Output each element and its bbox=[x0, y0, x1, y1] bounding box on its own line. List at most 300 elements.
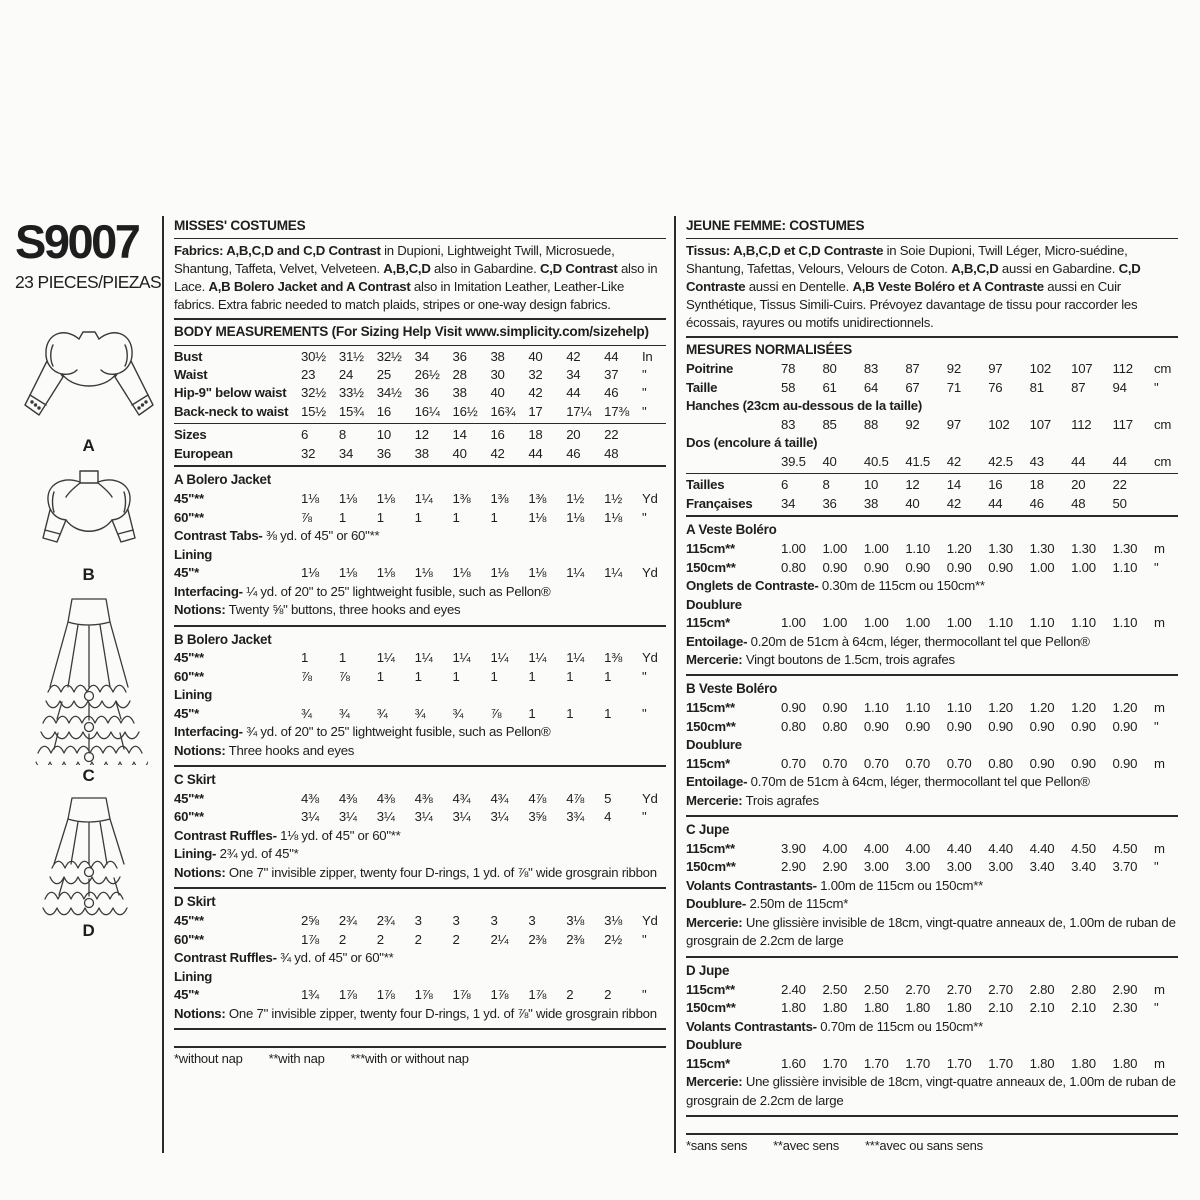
value-cell: 80 bbox=[822, 361, 837, 377]
section-d-skirt bbox=[174, 891, 666, 1026]
value-cell: 3.00 bbox=[988, 859, 1013, 875]
value-cell: 1.30 bbox=[1071, 541, 1096, 557]
value-cell: 1⅛ bbox=[414, 565, 433, 581]
value-cell: 1 bbox=[604, 668, 612, 684]
value-cell: 102 bbox=[1029, 361, 1051, 377]
value-cell: 44 bbox=[566, 385, 581, 401]
measure-row bbox=[686, 476, 1178, 494]
value-cell: 0.90 bbox=[946, 718, 972, 734]
text-run: 0.30m de 115cm ou 150cm** bbox=[818, 578, 985, 594]
value-cell: 1¼ bbox=[376, 650, 395, 666]
value-cell: 40 bbox=[452, 445, 467, 461]
value-cell: 0.80 bbox=[781, 559, 806, 575]
divider bbox=[686, 815, 1178, 817]
sub-label: Lining bbox=[174, 968, 213, 984]
bold-run: Contrast Tabs- bbox=[174, 528, 263, 544]
value-cell: 1½ bbox=[566, 491, 585, 507]
value-cell: 1⅛ bbox=[566, 509, 585, 525]
value-cell: 3¼ bbox=[338, 809, 357, 825]
value-cell: 16 bbox=[988, 477, 1003, 493]
value-cell: ¾ bbox=[338, 705, 350, 721]
value-cell: 1⅜ bbox=[604, 650, 622, 666]
note-line bbox=[174, 845, 666, 863]
value-cell: 2.30 bbox=[1112, 1000, 1138, 1016]
bold-run: C,D Contraste bbox=[686, 261, 1141, 295]
divider bbox=[174, 887, 666, 889]
divider bbox=[686, 473, 1178, 474]
value-cell: 117 bbox=[1112, 416, 1133, 432]
value-cell: ⅞ bbox=[490, 705, 502, 721]
text-run: 0.70m de 51cm à 64cm, léger, thermocollant tel que Pellon® bbox=[747, 774, 1090, 790]
value-cell: 3⅛ bbox=[566, 913, 585, 929]
value-cell: 3¼ bbox=[376, 809, 395, 825]
value-cell: 1 bbox=[452, 509, 460, 525]
french-footnotes bbox=[686, 1133, 1178, 1153]
measure-row bbox=[174, 348, 666, 366]
sketch-label-b: B bbox=[82, 565, 95, 584]
value-cell: 36 bbox=[452, 348, 467, 364]
value-cell: 37 bbox=[604, 366, 619, 382]
unit-cell: m bbox=[1153, 981, 1165, 997]
value-cell: 1⅞ bbox=[490, 987, 509, 1003]
row-label: 115cm** bbox=[686, 840, 735, 856]
value-cell: 2.90 bbox=[822, 859, 848, 875]
row-label: Poitrine bbox=[686, 361, 734, 377]
value-cell: 16¼ bbox=[414, 403, 440, 419]
measure-row bbox=[174, 490, 666, 508]
text-run: 0.70m de 115cm ou 150cm** bbox=[816, 1018, 984, 1034]
value-cell: 0.90 bbox=[1112, 755, 1138, 771]
value-cell: 1.10 bbox=[988, 615, 1013, 631]
text-run: aussi en Gabardine. bbox=[998, 261, 1119, 277]
value-cell: 3.00 bbox=[863, 859, 889, 875]
bold-run: Mercerie: bbox=[686, 792, 743, 808]
note-line bbox=[686, 877, 1178, 895]
section-b-bolero-jacket bbox=[174, 629, 666, 764]
value-cell: 1 bbox=[528, 668, 536, 684]
value-cell: 2.50 bbox=[863, 981, 889, 997]
row-label: 60"** bbox=[174, 668, 204, 684]
text-run: 1.00m de 115cm ou 150cm** bbox=[816, 877, 984, 893]
value-cell: 17¼ bbox=[566, 403, 592, 419]
value-cell: 1.10 bbox=[905, 700, 930, 716]
value-cell: 0.90 bbox=[1071, 755, 1096, 771]
value-cell: 32½ bbox=[301, 385, 326, 401]
section-title: B Bolero Jacket bbox=[174, 631, 272, 647]
row-label: 45"** bbox=[174, 650, 204, 666]
section-c-jupe bbox=[686, 819, 1178, 954]
value-cell: 1.20 bbox=[1071, 700, 1096, 716]
value-cell: 1.00 bbox=[946, 615, 972, 631]
value-cell: 12 bbox=[414, 427, 429, 443]
measure-row bbox=[174, 564, 666, 582]
value-cell: 78 bbox=[781, 361, 796, 377]
measure-row bbox=[174, 790, 666, 808]
value-cell: 30½ bbox=[301, 348, 326, 364]
text-run: aussi en Cuir Synthétique, Tissus Simili-Cuirs. Prévoyez davantage de tissu pour raccorder les écossais, rayures ou motifs unidirectionnels. bbox=[686, 279, 1138, 331]
value-cell: 44 bbox=[528, 445, 543, 461]
sketch-label-a: A bbox=[82, 436, 95, 455]
bold-run: Onglets de Contraste- bbox=[686, 578, 819, 594]
bold-run: Mercerie: bbox=[686, 652, 743, 667]
row-label: Back-neck to waist bbox=[174, 403, 289, 419]
value-cell: 42 bbox=[490, 445, 505, 461]
text-run: Three hooks and eyes bbox=[225, 742, 355, 758]
value-cell: 38 bbox=[452, 385, 467, 401]
garment-sketch-a bbox=[15, 323, 162, 454]
value-cell: 3¾ bbox=[566, 809, 585, 825]
unit-cell: " bbox=[1153, 1000, 1159, 1016]
value-cell: ¾ bbox=[301, 705, 312, 721]
value-cell: 112 bbox=[1071, 416, 1092, 432]
value-cell: 4.00 bbox=[822, 840, 848, 856]
value-cell: 1.20 bbox=[988, 700, 1013, 716]
value-cell: 2⅝ bbox=[301, 913, 319, 929]
row-label: 150cm** bbox=[686, 1000, 736, 1016]
divider bbox=[174, 465, 666, 467]
row-label: 60"** bbox=[174, 509, 204, 525]
divider bbox=[686, 515, 1178, 517]
bold-run: A,B,C,D bbox=[383, 261, 431, 277]
row-label: 45"** bbox=[174, 491, 204, 507]
value-cell: 0.70 bbox=[946, 755, 972, 771]
value-cell: 8 bbox=[338, 427, 346, 443]
value-cell: 36 bbox=[822, 495, 837, 511]
value-cell: 0.90 bbox=[822, 559, 848, 575]
value-cell: 1 bbox=[414, 668, 422, 684]
section-body bbox=[686, 840, 1178, 951]
unit-cell: m bbox=[1153, 615, 1165, 631]
measure-row bbox=[686, 614, 1178, 632]
unit-cell: " bbox=[642, 987, 647, 1003]
value-cell: 3.90 bbox=[781, 840, 806, 856]
value-cell: 1¼ bbox=[528, 650, 547, 666]
measure-row bbox=[174, 366, 666, 384]
value-cell: 4⅞ bbox=[566, 791, 585, 806]
value-cell: 0.90 bbox=[905, 559, 930, 575]
value-cell: 76 bbox=[988, 379, 1003, 395]
note-line bbox=[686, 633, 1178, 651]
value-cell: 1½ bbox=[604, 491, 622, 507]
text-run: 1⅛ yd. of 45" or 60"** bbox=[276, 827, 401, 843]
value-cell: 0.90 bbox=[988, 718, 1013, 734]
text-run: ¾ yd. of 20" to 25" lightweight fusible, such as Pellon® bbox=[242, 724, 551, 740]
note-line bbox=[686, 577, 1178, 595]
value-cell: 40 bbox=[490, 385, 505, 401]
measure-row bbox=[174, 426, 666, 444]
measure-row bbox=[174, 403, 666, 421]
section-c-skirt bbox=[174, 769, 666, 885]
value-cell: 2 bbox=[604, 987, 612, 1003]
value-cell: 16 bbox=[376, 403, 391, 419]
row-label: Tailles bbox=[686, 477, 725, 493]
value-cell: 1.80 bbox=[1071, 1055, 1096, 1071]
value-cell: 36 bbox=[414, 385, 429, 401]
sub-label: Doublure bbox=[686, 596, 742, 612]
row-label: 115cm* bbox=[686, 755, 730, 771]
value-cell: 1⅛ bbox=[528, 509, 547, 525]
value-cell: 2.80 bbox=[1029, 981, 1055, 997]
value-cell: 2¾ bbox=[376, 913, 395, 929]
unit-cell: " bbox=[1153, 379, 1159, 395]
value-cell: 0.90 bbox=[863, 559, 889, 575]
value-cell: 3 bbox=[528, 913, 536, 929]
value-cell: 34 bbox=[338, 445, 354, 461]
bold-run: Interfacing- bbox=[174, 724, 243, 740]
value-cell: 1.30 bbox=[988, 541, 1013, 557]
section-title: B Veste Boléro bbox=[686, 681, 778, 697]
value-cell: 1⅛ bbox=[376, 565, 395, 581]
value-cell: 6 bbox=[301, 427, 309, 443]
text-run: in Dupioni, Lightweight Twill, Microsuede, Shantung, Taffeta, Velvet, Velveteen. bbox=[174, 243, 615, 277]
section-a-bolero-jacket bbox=[174, 469, 666, 622]
sub-label: Doublure bbox=[686, 737, 742, 753]
unit-cell: Yd bbox=[642, 650, 658, 666]
bolero-a-drawing bbox=[19, 323, 159, 435]
value-cell: 20 bbox=[566, 427, 581, 443]
bold-run: Notions: bbox=[174, 864, 226, 880]
sub-label: Hanches (23cm au-dessous de la taille) bbox=[686, 398, 923, 414]
value-cell: 4⅜ bbox=[376, 791, 395, 806]
value-cell: 1⅞ bbox=[414, 987, 433, 1003]
value-cell: 67 bbox=[905, 379, 920, 395]
measure-row bbox=[174, 668, 666, 686]
section-body bbox=[686, 981, 1178, 1110]
value-cell: 0.90 bbox=[1029, 755, 1055, 771]
row-label: Hip-9" below waist bbox=[174, 385, 287, 401]
divider bbox=[174, 1028, 666, 1030]
note-line bbox=[174, 601, 666, 619]
value-cell: 92 bbox=[946, 361, 961, 377]
tailles-table bbox=[686, 476, 1178, 513]
value-cell: 81 bbox=[1029, 379, 1044, 395]
value-cell: 1¼ bbox=[414, 650, 433, 666]
value-cell: 3 bbox=[414, 913, 422, 929]
value-cell: 2 bbox=[414, 931, 422, 947]
pieces-count: 23 PIECES/PIEZAS bbox=[15, 272, 162, 292]
section-d-jupe bbox=[686, 960, 1178, 1113]
unit-cell: " bbox=[642, 366, 647, 382]
value-cell: 2 bbox=[566, 987, 574, 1003]
value-cell: 26½ bbox=[414, 366, 440, 382]
text-run: Une glissière invisible de 18cm, vingt-quatre anneaux de, 1.00m de ruban de grosgrain de 2.2cm de large bbox=[686, 914, 1176, 949]
note-line bbox=[686, 792, 1178, 810]
row-label: 45"* bbox=[174, 565, 200, 581]
value-cell: ¾ bbox=[414, 705, 426, 721]
divider bbox=[174, 345, 666, 346]
text-run: also in Lace. bbox=[174, 261, 658, 295]
value-cell: 87 bbox=[905, 361, 920, 377]
value-cell: 0.80 bbox=[781, 718, 806, 734]
value-cell: 3¼ bbox=[301, 809, 319, 825]
english-title: MISSES' COSTUMES bbox=[174, 218, 306, 233]
divider bbox=[686, 674, 1178, 676]
value-cell: 2.70 bbox=[988, 981, 1013, 997]
row-label: 45"** bbox=[174, 791, 204, 806]
value-cell: 32 bbox=[528, 366, 543, 382]
value-cell: 2.70 bbox=[946, 981, 972, 997]
note-line bbox=[174, 827, 666, 845]
value-cell: 2½ bbox=[604, 931, 622, 947]
bold-run: Entoilage- bbox=[686, 633, 748, 649]
value-cell: ⅞ bbox=[301, 668, 312, 684]
value-cell: 1.00 bbox=[822, 615, 848, 631]
value-cell: 2.80 bbox=[1071, 981, 1096, 997]
text-run: Trois agrafes bbox=[742, 792, 819, 808]
row-label: Sizes bbox=[174, 427, 207, 443]
bold-run: Notions: bbox=[174, 1005, 226, 1021]
value-cell: ¾ bbox=[376, 705, 388, 721]
value-cell: 32½ bbox=[376, 348, 402, 364]
value-cell: 83 bbox=[863, 361, 879, 377]
value-cell: 1.80 bbox=[781, 1000, 806, 1016]
value-cell: 1⅞ bbox=[338, 987, 357, 1003]
bold-run: Volants Contrastants- bbox=[686, 1018, 817, 1034]
bolero-b-drawing bbox=[19, 468, 159, 564]
measure-row bbox=[174, 808, 666, 826]
text-run: also in Imitation Leather, Leather-Like fabrics. Extra fabric needed to match plaids, stripes or one-way design fabrics. bbox=[174, 279, 625, 313]
value-cell: 1 bbox=[452, 668, 460, 684]
value-cell: 1.20 bbox=[946, 541, 972, 557]
measure-row bbox=[686, 416, 1178, 434]
value-cell: 0.90 bbox=[822, 700, 848, 716]
value-cell: 1¼ bbox=[490, 650, 509, 666]
value-cell: 1.10 bbox=[1029, 615, 1055, 631]
value-cell: 33½ bbox=[338, 385, 364, 401]
row-label: Bust bbox=[174, 348, 203, 364]
value-cell: 44 bbox=[1112, 453, 1127, 469]
value-cell: 1 bbox=[490, 668, 498, 684]
unit-cell: Yd bbox=[642, 791, 658, 806]
value-cell: 2¼ bbox=[490, 931, 509, 947]
value-cell: 1⅛ bbox=[301, 491, 319, 507]
note-line bbox=[686, 773, 1178, 791]
value-cell: 102 bbox=[988, 416, 1010, 432]
value-cell: 40.5 bbox=[863, 453, 889, 469]
measure-row bbox=[686, 755, 1178, 773]
measure-row bbox=[686, 999, 1178, 1017]
value-cell: 16½ bbox=[452, 403, 478, 419]
measure-row bbox=[174, 912, 666, 930]
note-line bbox=[174, 583, 666, 601]
text-run: ¾ yd. of 45" or 60"** bbox=[276, 950, 394, 966]
measure-row bbox=[686, 718, 1178, 736]
section-title: C Jupe bbox=[686, 822, 730, 838]
value-cell: 0.70 bbox=[863, 755, 889, 771]
measure-row bbox=[174, 649, 666, 667]
value-cell: 1.00 bbox=[781, 615, 806, 631]
value-cell: 2.50 bbox=[822, 981, 848, 997]
divider bbox=[174, 625, 666, 627]
value-cell: 34 bbox=[566, 366, 581, 382]
skirt-c-drawing bbox=[30, 595, 148, 765]
value-cell: 4.40 bbox=[988, 840, 1013, 856]
text-run: Twenty ⅝" buttons, three hooks and eyes bbox=[225, 602, 461, 618]
value-cell: 1 bbox=[566, 668, 574, 684]
measure-row bbox=[686, 360, 1178, 378]
value-cell: 17 bbox=[528, 403, 543, 419]
section-body bbox=[174, 912, 666, 1023]
unit-cell: m bbox=[1153, 541, 1165, 557]
value-cell: 23 bbox=[301, 366, 316, 382]
note-line bbox=[686, 651, 1178, 669]
divider bbox=[686, 956, 1178, 958]
bold-run: A,B Veste Boléro et A Contraste bbox=[852, 279, 1044, 295]
measure-row bbox=[174, 509, 666, 527]
value-cell: 0.70 bbox=[905, 755, 930, 771]
value-cell: 1.10 bbox=[1071, 615, 1096, 631]
value-cell: 0.80 bbox=[822, 718, 848, 734]
unit-cell: m bbox=[1153, 755, 1165, 771]
value-cell: 3.00 bbox=[905, 859, 930, 875]
value-cell: 44 bbox=[604, 348, 619, 364]
value-cell: 1¼ bbox=[452, 650, 471, 666]
value-cell: 0.90 bbox=[946, 559, 972, 575]
pattern-number: S9007 bbox=[15, 215, 139, 268]
value-cell: 36 bbox=[376, 445, 391, 461]
sub-label: Doublure bbox=[686, 1037, 742, 1053]
divider bbox=[174, 765, 666, 767]
garment-sketch-b bbox=[15, 468, 162, 583]
value-cell: 40 bbox=[822, 453, 837, 469]
value-cell: 2.10 bbox=[1029, 1000, 1055, 1016]
unit-cell: Yd bbox=[642, 913, 658, 929]
value-cell: 42 bbox=[946, 453, 961, 469]
value-cell: 50 bbox=[1112, 495, 1127, 511]
row-label: 45"* bbox=[174, 987, 200, 1003]
bold-run: Contrast Ruffles- bbox=[174, 827, 277, 843]
garment-sketch-c bbox=[15, 595, 162, 784]
value-cell: 2.10 bbox=[988, 1000, 1013, 1016]
footnote-sans-sens: *sans sens bbox=[686, 1137, 748, 1153]
value-cell: 25 bbox=[376, 366, 391, 382]
value-cell: 1⅛ bbox=[452, 565, 471, 581]
value-cell: 0.90 bbox=[988, 559, 1013, 575]
text-run: Une glissière invisible de 18cm, vingt-quatre anneaux de, 1.00m de ruban de grosgrain de 2.2cm de large bbox=[686, 1074, 1176, 1108]
tissus-paragraph bbox=[686, 241, 1178, 334]
value-cell: 1⅞ bbox=[301, 931, 319, 947]
value-cell: 0.70 bbox=[822, 755, 848, 771]
unit-cell: Yd bbox=[642, 565, 658, 581]
note-line bbox=[686, 914, 1178, 951]
measure-row bbox=[174, 986, 666, 1004]
skirt-d-drawing bbox=[30, 794, 148, 920]
value-cell: 1 bbox=[301, 650, 309, 666]
value-cell: 1⅛ bbox=[604, 509, 622, 525]
mesures-header: MESURES NORMALISÉES bbox=[686, 342, 852, 358]
value-cell: 1.00 bbox=[863, 541, 889, 557]
note-line bbox=[686, 1018, 1178, 1036]
value-cell: 42 bbox=[946, 495, 961, 511]
row-label: 60"** bbox=[174, 931, 204, 947]
value-cell: 42 bbox=[528, 385, 543, 401]
value-cell: 1.30 bbox=[1029, 541, 1055, 557]
row-label: 115cm** bbox=[686, 700, 735, 716]
value-cell: 1.00 bbox=[781, 541, 806, 557]
value-cell: 24 bbox=[338, 366, 354, 382]
english-column bbox=[162, 216, 674, 1153]
value-cell: 1⅞ bbox=[376, 987, 395, 1003]
value-cell: 4¾ bbox=[490, 791, 509, 806]
value-cell: 1.60 bbox=[781, 1055, 806, 1071]
value-cell: 10 bbox=[376, 427, 391, 443]
bold-run: Notions: bbox=[174, 742, 226, 758]
section-body bbox=[686, 699, 1178, 810]
value-cell: 1.70 bbox=[863, 1055, 889, 1071]
unit-cell: " bbox=[642, 705, 647, 721]
section-body bbox=[174, 790, 666, 882]
value-cell: 34 bbox=[781, 495, 796, 511]
